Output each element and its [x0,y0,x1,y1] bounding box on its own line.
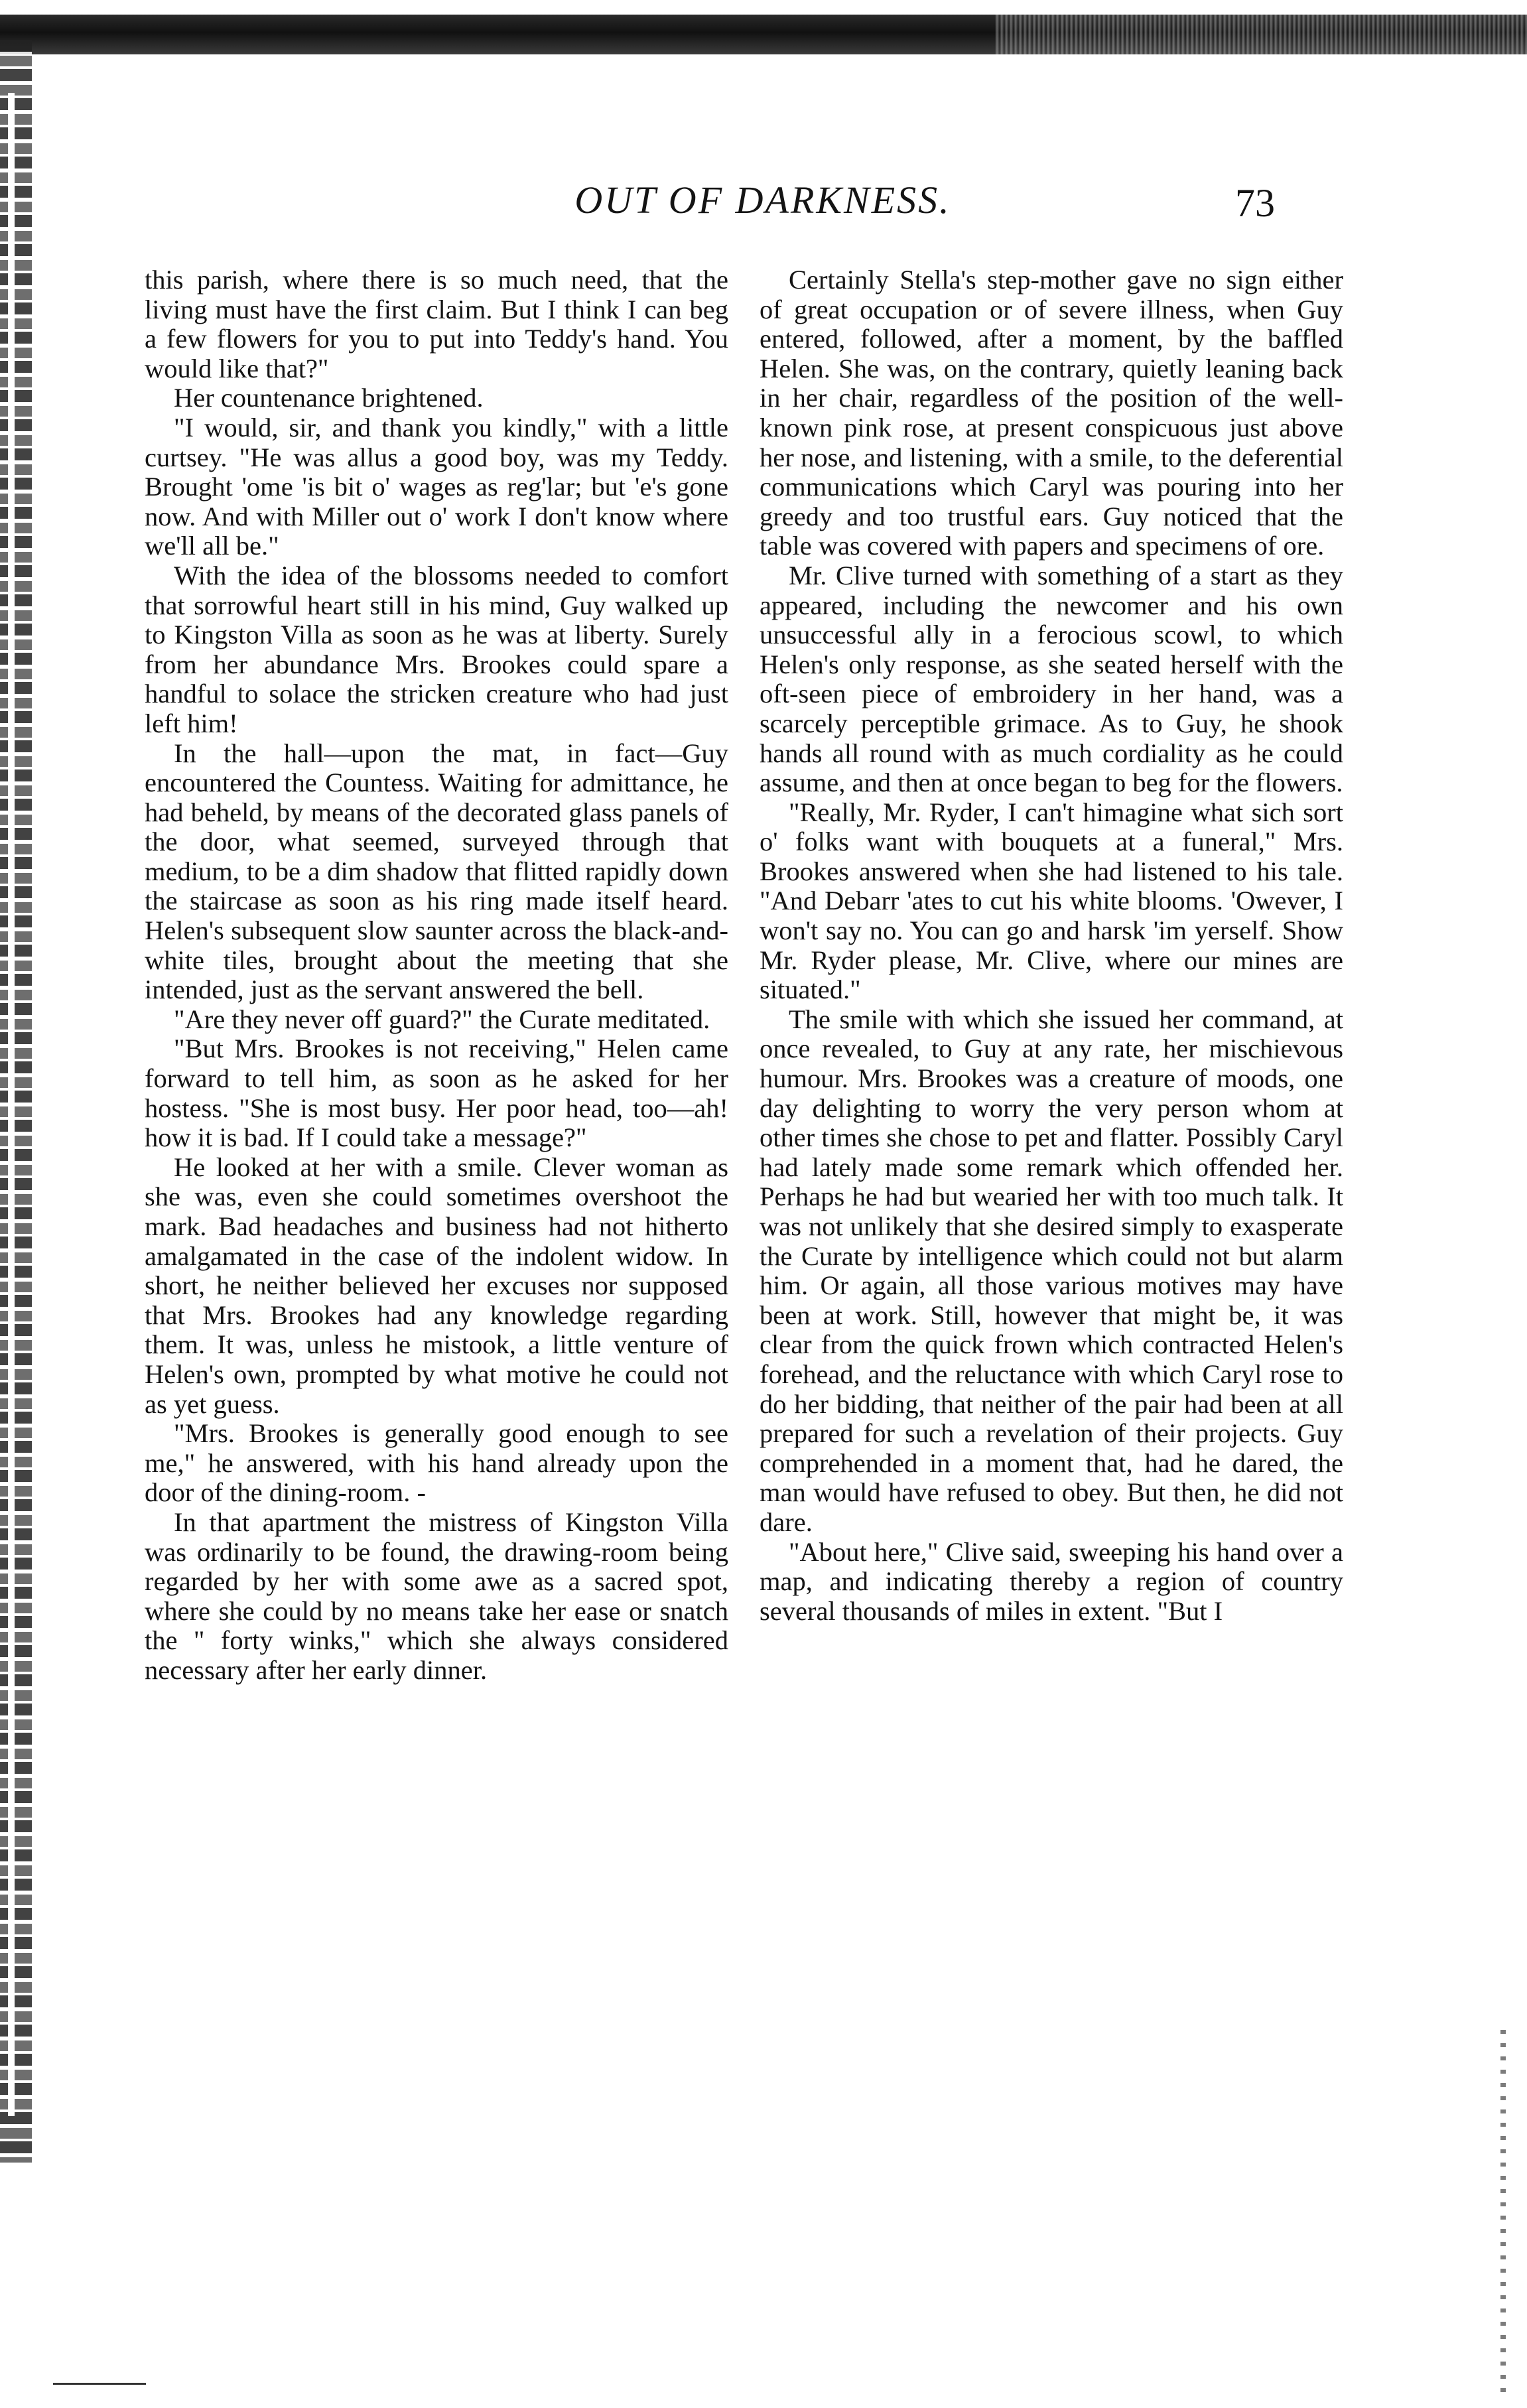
paragraph: this parish, where there is so much need, that the living must have the first claim. But I think I can beg a few flowers for you to put into Teddy's hand. You would like that?" [145,265,728,383]
paragraph: "I would, sir, and thank you kindly," with a little curtsey. "He was allus a good boy, was my Teddy. Brought 'ome 'is bit o' wages as reg'lar; but 'e's gone now. And with Miller out o' work I don't know where we'll all be." [145,412,728,561]
page-number: 73 [1235,181,1275,225]
paragraph: He looked at her with a smile. Clever woman as she was, even she could sometimes overshoot the mark. Bad headaches and business had not hitherto amalgamated in the case of the indolent widow. In short, he neither believed her excuses nor supposed that Mrs. Brookes had any knowledge regarding them. It was, unless he mistook, a little venture of Helen's own, prompted by what motive he could not as yet guess. [145,1152,728,1419]
paragraph: Her countenance brightened. [174,383,484,413]
paragraph: In that apartment the mistress of Kingston Villa was ordinarily to be found, the drawing-room being regarded by her with some awe as a sacred spot, where she could by no means take her ease or snatch the " forty winks," which she always considered necessary after her early dinner. [145,1506,728,1685]
scan-border-right-marks [1500,2030,1506,2401]
paragraph: "Mrs. Brookes is generally good enough to see me," he answered, with his hand already upon the door of the dining-room. - [145,1418,728,1508]
scan-bottom-rule [53,2383,146,2385]
scan-border-left [0,40,32,2163]
right-column [760,265,1343,1626]
paragraph: "Really, Mr. Ryder, I can't himagine what sich sort o' folks want with bouquets at a funeral," Mrs. Brookes answered when she had listened to his tale. "And Debarr 'ates to cut his white blooms. 'Owever, I won't say no. You can go and harsk 'im yerself. Show Mr. Ryder please, Mr. Clive, where our mines are situated." [760,797,1343,1005]
scan-border-top-fade [995,15,1527,54]
paragraph: In the hall—upon the mat, in fact—Guy encountered the Countess. Waiting for admittance, he had beheld, by means of the decorated glass panels of the door, what seemed, surveyed through that medium, to be a dim shadow that flitted rapidly down the staircase as soon as his ring made itself heard. Helen's subsequent slow saunter across the black-and-white tiles, brought about the meeting that she intended, just as the servant answered the bell. [145,738,728,1005]
running-head: OUT OF DARKNESS. [574,178,951,222]
paragraph: "Are they never off guard?" the Curate meditated. [174,1004,710,1034]
paragraph: The smile with which she issued her command, at once revealed, to Guy at any rate, her mischievous humour. Mrs. Brookes was a creature of moods, one day delighting to worry the very person whom at other times she chose to pet and flatter. Possibly Caryl had lately made some remark which offended her. Perhaps he had but wearied her with too much talk. It was not unlikely that she desired simply to exasperate the Curate by intelligence which could not but alarm him. Or again, all those various motives may have been at work. Still, however that might be, it was clear from the quick frown which contracted Helen's forehead, and the reluctance with which Caryl rose to do her bidding, that neither of the pair had been at all prepared for such a revelation of their projects. Guy comprehended in a moment that, had he dared, the man would have refused to obey. But then, he did not dare. [760,1004,1343,1537]
paragraph: "But Mrs. Brookes is not receiving," Helen came forward to tell him, as soon as he asked for her hostess. "She is most busy. Her poor head, too—ah! how it is bad. If I could take a message?" [145,1034,728,1153]
paragraph: Mr. Clive turned with something of a start as they appeared, including the newcomer and his own unsuccessful ally in a ferocious scowl, to which Helen's only response, as she seated herself with the oft-seen piece of embroidery in her hand, was a scarcely perceptible grimace. As to Guy, he shook hands all round with as much cordiality as he could assume, and then at once began to beg for the flowers. [760,560,1343,798]
paragraph: With the idea of the blossoms needed to comfort that sorrowful heart still in his mind, Guy walked up to Kingston Villa as soon as he was at liberty. Surely from her abundance Mrs. Brookes could spare a handful to solace the stricken creature who had just left him! [145,560,728,738]
paragraph: "About here," Clive said, sweeping his hand over a map, and indicating thereby a region of country several thousands of miles in extent. "But I [760,1536,1343,1626]
scan-border-left-gap [8,93,15,2116]
left-column [145,265,728,1686]
paragraph: Certainly Stella's step-mother gave no sign either of great occupation or of severe illness, when Guy entered, followed, after a moment, by the baffled Helen. She was, on the contrary, quietly leaning back in her chair, regardless of the position of the well-known pink rose, at present conspicuous just above her nose, and listening, with a smile, to the deferential communications which Caryl was pouring into her greedy and too trustful ears. Guy noticed that the table was covered with papers and specimens of ore. [760,265,1343,561]
